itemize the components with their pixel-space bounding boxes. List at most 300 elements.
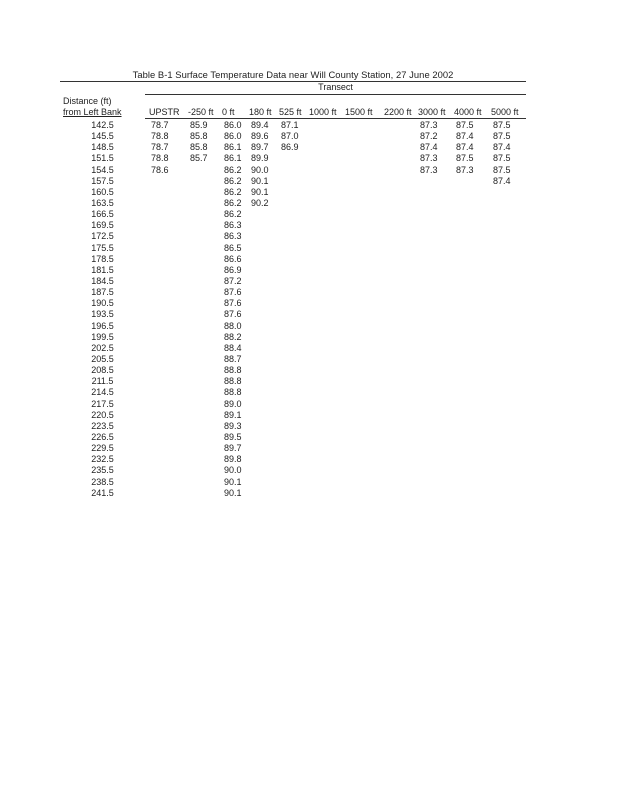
table-row [60,354,532,365]
temperature-cell [386,488,420,499]
temperature-cell: 87.5 [493,131,511,142]
temperature-cell [493,198,532,209]
temperature-cell [281,198,311,209]
temperature-cell [420,488,456,499]
temperature-cell [311,443,347,454]
temperature-cell [420,376,456,387]
distance-cell: 160.5 [91,186,114,197]
distance-cell: 154.5 [91,164,114,175]
temperature-cell [493,477,532,488]
temperature-cell: 89.3 [224,420,242,431]
temperature-cell [311,465,347,476]
temperature-cell [456,376,493,387]
temperature-cell [281,410,311,421]
distance-cell: 208.5 [91,365,114,376]
temperature-cell [311,142,347,153]
temperature-cell [281,153,311,164]
temperature-cell [420,287,456,298]
temperature-cell [420,309,456,320]
temperature-cell [311,454,347,465]
temperature-cell [145,365,190,376]
temperature-cell [281,298,311,309]
temperature-cell: 90.1 [251,175,269,186]
temperature-cell [493,254,532,265]
distance-cell: 148.5 [91,142,114,153]
temperature-cell [190,231,224,242]
temperature-cell [145,243,190,254]
temperature-cell [386,131,420,142]
temperature-cell: 87.6 [224,287,242,298]
table-row [60,198,532,209]
temperature-cell [251,276,281,287]
temperature-cell: 87.0 [281,131,299,142]
temperature-cell [251,220,281,231]
distance-cell: 172.5 [91,231,114,242]
temperature-cell [386,399,420,410]
temperature-cell [145,309,190,320]
temperature-cell [386,465,420,476]
temperature-cell [251,387,281,398]
temperature-cell [145,454,190,465]
temperature-cell [281,443,311,454]
temperature-cell: 89.8 [224,454,242,465]
temperature-cell [456,276,493,287]
temperature-cell [493,354,532,365]
temperature-cell [456,231,493,242]
temperature-cell: 87.2 [420,131,438,142]
distance-cell: 199.5 [91,331,114,342]
temperature-cell [456,421,493,432]
temperature-cell: 87.4 [493,142,511,153]
temperature-cell [493,332,532,343]
temperature-cell [420,465,456,476]
temperature-cell [347,120,386,131]
distance-cell: 157.5 [91,175,114,186]
table-row [60,399,532,410]
temperature-cell [456,254,493,265]
temperature-cell [456,265,493,276]
temperature-cell [386,321,420,332]
temperature-cell [493,376,532,387]
temperature-cell [281,309,311,320]
temperature-cell [145,410,190,421]
temperature-cell [311,376,347,387]
temperature-cell [456,465,493,476]
temperature-cell [311,343,347,354]
temperature-cell [456,387,493,398]
temperature-cell [281,287,311,298]
temperature-cell: 86.0 [224,120,242,131]
temperature-cell [311,198,347,209]
temperature-cell: 78.7 [151,120,169,131]
temperature-cell [145,198,190,209]
temperature-cell [251,399,281,410]
temperature-cell [311,276,347,287]
temperature-cell [251,298,281,309]
temperature-cell [311,309,347,320]
table-row [60,376,532,387]
temperature-cell [347,142,386,153]
table-row [60,265,532,276]
temperature-cell [456,343,493,354]
temperature-cell: 87.6 [224,298,242,309]
temperature-cell [456,198,493,209]
temperature-cell [311,332,347,343]
temperature-cell [347,231,386,242]
temperature-cell [386,176,420,187]
temperature-cell [493,276,532,287]
transect-rule [145,94,526,95]
column-header: 180 ft [249,107,272,117]
temperature-cell [386,454,420,465]
temperature-cell [456,443,493,454]
temperature-cell [347,176,386,187]
temperature-cell [493,243,532,254]
table-row [60,243,532,254]
temperature-cell [420,432,456,443]
temperature-cell [190,265,224,276]
temperature-cell [420,343,456,354]
temperature-cell [456,176,493,187]
temperature-cell: 89.7 [224,443,242,454]
table-row [60,220,532,231]
table-row [60,209,532,220]
temperature-cell [251,443,281,454]
temperature-cell [386,376,420,387]
temperature-cell: 78.8 [151,153,169,164]
temperature-cell [251,243,281,254]
distance-cell: 241.5 [91,487,114,498]
temperature-cell [456,454,493,465]
transect-header: Transect [318,82,353,92]
temperature-cell [493,309,532,320]
temperature-cell: 87.6 [224,309,242,320]
temperature-cell: 86.2 [224,198,242,209]
temperature-cell [386,198,420,209]
temperature-cell [347,387,386,398]
temperature-cell: 89.6 [251,131,269,142]
temperature-cell [190,477,224,488]
table-row [60,387,532,398]
column-header: 525 ft [279,107,302,117]
temperature-cell [386,387,420,398]
temperature-cell: 87.4 [493,175,511,186]
temperature-cell [493,231,532,242]
temperature-cell: 90.1 [224,487,242,498]
temperature-cell [311,209,347,220]
temperature-cell [251,488,281,499]
temperature-cell: 90.0 [224,465,242,476]
temperature-cell [145,265,190,276]
distance-cell: 190.5 [91,298,114,309]
table-row [60,254,532,265]
temperature-cell [190,220,224,231]
temperature-cell [456,432,493,443]
table-row [60,298,532,309]
table-row [60,332,532,343]
temperature-cell: 88.8 [224,387,242,398]
table-row [60,488,532,499]
temperature-cell: 87.4 [420,142,438,153]
temperature-cell [347,488,386,499]
temperature-cell [347,276,386,287]
temperature-cell [190,432,224,443]
temperature-cell [420,276,456,287]
temperature-cell [386,287,420,298]
temperature-cell [493,298,532,309]
temperature-cell [347,153,386,164]
temperature-cell [281,477,311,488]
temperature-cell [311,176,347,187]
temperature-cell: 86.3 [224,220,242,231]
temperature-cell [281,187,311,198]
temperature-cell [251,309,281,320]
temperature-cell [145,432,190,443]
temperature-cell [493,209,532,220]
temperature-cell: 86.3 [224,231,242,242]
temperature-cell [190,332,224,343]
temperature-cell [420,454,456,465]
temperature-cell [493,265,532,276]
temperature-cell [347,243,386,254]
temperature-cell [493,387,532,398]
distance-cell: 178.5 [91,253,114,264]
temperature-cell [281,209,311,220]
temperature-cell [190,309,224,320]
distance-cell: 163.5 [91,198,114,209]
temperature-cell [190,243,224,254]
temperature-cell [251,209,281,220]
temperature-cell: 87.5 [493,153,511,164]
distance-cell: 223.5 [91,420,114,431]
temperature-cell: 87.3 [420,164,438,175]
distance-cell: 220.5 [91,409,114,420]
temperature-cell [386,298,420,309]
temperature-cell [456,220,493,231]
temperature-cell: 78.6 [151,164,169,175]
distance-cell: 196.5 [91,320,114,331]
temperature-cell: 86.2 [224,186,242,197]
temperature-cell [311,287,347,298]
temperature-cell: 87.4 [456,142,474,153]
temperature-cell: 90.1 [224,476,242,487]
temperature-cell [347,432,386,443]
temperature-cell [386,354,420,365]
temperature-cell [190,410,224,421]
temperature-cell [190,343,224,354]
distance-cell: 211.5 [91,376,114,387]
temperature-cell: 88.2 [224,331,242,342]
temperature-cell [420,298,456,309]
temperature-cell [386,231,420,242]
distance-cell: 217.5 [91,398,114,409]
temperature-cell [386,120,420,131]
temperature-cell [420,354,456,365]
temperature-cell [281,176,311,187]
table-row [60,443,532,454]
table-row [60,343,532,354]
temperature-cell [386,276,420,287]
table-row [60,365,532,376]
temperature-cell [493,454,532,465]
temperature-cell [493,488,532,499]
temperature-cell [145,488,190,499]
temperature-cell [347,477,386,488]
temperature-cell [190,443,224,454]
temperature-cell [420,243,456,254]
temperature-cell [420,187,456,198]
temperature-cell [311,321,347,332]
temperature-cell: 85.7 [190,153,208,164]
temperature-cell [281,254,311,265]
temperature-cell: 87.4 [456,131,474,142]
table-row [60,231,532,242]
distance-cell: 214.5 [91,387,114,398]
temperature-cell [347,332,386,343]
temperature-cell [145,220,190,231]
temperature-cell [420,387,456,398]
temperature-cell [311,220,347,231]
temperature-cell [190,187,224,198]
column-header: 1500 ft [345,107,373,117]
temperature-table [60,120,532,499]
temperature-cell [456,399,493,410]
temperature-cell [347,131,386,142]
temperature-cell [386,343,420,354]
temperature-cell [347,376,386,387]
temperature-cell: 90.0 [251,164,269,175]
temperature-cell: 78.7 [151,142,169,153]
temperature-cell [145,187,190,198]
temperature-cell [145,465,190,476]
temperature-cell [420,176,456,187]
temperature-cell: 87.1 [281,120,299,131]
temperature-cell: 78.8 [151,131,169,142]
temperature-cell [190,387,224,398]
temperature-cell [420,265,456,276]
distance-cell: 202.5 [91,342,114,353]
temperature-cell: 86.1 [224,153,242,164]
temperature-cell [145,321,190,332]
temperature-cell [145,231,190,242]
temperature-cell [386,332,420,343]
temperature-cell [456,187,493,198]
column-header: -250 ft [188,107,214,117]
temperature-cell [420,421,456,432]
temperature-cell [145,376,190,387]
temperature-cell [456,243,493,254]
temperature-cell [456,298,493,309]
temperature-cell [493,399,532,410]
temperature-cell [311,153,347,164]
temperature-cell [311,399,347,410]
temperature-cell [251,354,281,365]
temperature-cell [311,488,347,499]
temperature-cell [251,231,281,242]
temperature-cell: 87.2 [224,276,242,287]
temperature-cell: 89.5 [224,432,242,442]
temperature-cell [281,421,311,432]
temperature-cell [311,131,347,142]
temperature-cell [347,465,386,476]
temperature-cell [420,477,456,488]
temperature-cell [311,120,347,131]
temperature-cell [347,321,386,332]
temperature-cell [251,254,281,265]
temperature-cell: 87.5 [456,120,474,131]
temperature-cell [311,477,347,488]
temperature-cell [386,309,420,320]
temperature-cell [190,254,224,265]
distance-cell: 181.5 [91,264,114,275]
temperature-cell: 88.4 [224,342,242,353]
temperature-cell [347,454,386,465]
temperature-cell [347,220,386,231]
table-row [60,432,532,443]
temperature-cell [386,165,420,176]
temperature-cell [456,477,493,488]
temperature-cell [493,321,532,332]
temperature-cell [145,477,190,488]
temperature-cell [190,376,224,387]
temperature-cell [456,209,493,220]
column-header: 1000 ft [309,107,337,117]
temperature-cell [347,165,386,176]
table-row [60,176,532,187]
temperature-cell [190,454,224,465]
temperature-cell [251,376,281,387]
temperature-cell [311,254,347,265]
temperature-cell [145,399,190,410]
temperature-cell [420,443,456,454]
temperature-cell: 86.9 [281,142,299,153]
temperature-cell [145,354,190,365]
temperature-cell: 88.7 [224,354,242,365]
temperature-cell: 86.2 [224,164,242,175]
temperature-cell [347,421,386,432]
temperature-cell [145,343,190,354]
temperature-cell [347,354,386,365]
temperature-cell: 89.9 [251,153,269,164]
temperature-cell [251,343,281,354]
temperature-cell [311,165,347,176]
distance-cell: 205.5 [91,354,114,365]
temperature-cell [311,387,347,398]
temperature-cell [347,399,386,410]
temperature-cell [190,209,224,220]
column-header: 3000 ft [418,107,446,117]
temperature-cell [347,365,386,376]
temperature-cell: 87.3 [420,153,438,164]
table-row [60,131,532,142]
temperature-cell [420,209,456,220]
table-row [60,454,532,465]
distance-cell: 235.5 [91,465,114,476]
table-row [60,142,532,153]
temperature-cell: 87.5 [456,153,474,164]
temperature-cell [251,332,281,343]
column-header-rule [145,118,526,119]
temperature-cell: 86.0 [224,131,242,142]
temperature-cell [386,187,420,198]
temperature-cell [251,265,281,276]
temperature-cell [145,387,190,398]
temperature-cell [190,488,224,499]
temperature-cell [145,287,190,298]
temperature-cell [456,488,493,499]
temperature-cell [311,365,347,376]
temperature-cell [347,209,386,220]
